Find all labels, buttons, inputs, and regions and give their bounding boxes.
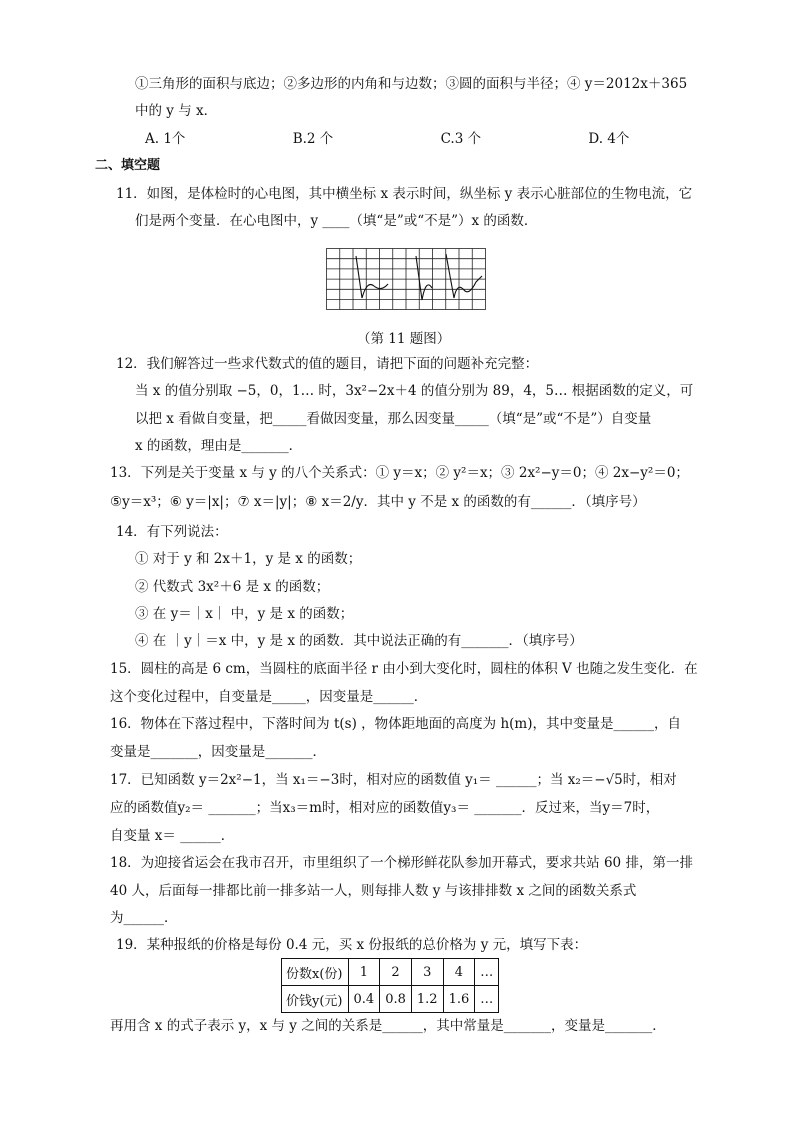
table-cell: 0.4 <box>348 986 380 1013</box>
table-cell: 1 <box>348 959 380 986</box>
q12-line-4: x 的函数，理由是_______． <box>135 438 303 454</box>
table-cell: 1.2 <box>411 986 443 1013</box>
q11-line-1: 11．如图，是体检时的心电图，其中横坐标 x 表示时间，纵坐标 y 表示心脏部位的生物电流，它 <box>116 186 693 202</box>
ecg-figure <box>326 248 486 310</box>
q10-line-2: 中的 y 与 x． <box>135 103 218 119</box>
table-cell: 3 <box>411 959 443 986</box>
q10-options-line: ①三角形的面积与底边；②多边形的内角和与边数；③圆的面积与半径；④ y＝2012x＋365 <box>135 76 688 92</box>
q18-line-2: 40 人，后面每一排都比前一排多站一人，则每排人数 y 与该排排数 x 之间的函数关系式 <box>110 883 637 899</box>
table-cell: 2 <box>380 959 412 986</box>
table-cell: 价钱y(元) <box>282 986 349 1013</box>
q13-line-1: 13．下列是关于变量 x 与 y 的八个关系式：① y＝x；② y²＝x；③ 2x²−y＝0；④ 2x−y²＝0； <box>110 465 689 481</box>
table-cell: 4 <box>443 959 475 986</box>
q18-line-1: 18．为迎接省运会在我市召开，市里组织了一个梯形鲜花队参加开幕式，要求共站 60 排，第一排 <box>110 855 693 871</box>
table-row <box>282 986 499 1013</box>
q14-item-1: ① 对于 y 和 2x＋1，y 是 x 的函数； <box>135 551 362 567</box>
figure-caption: （第 11 题图） <box>357 331 451 347</box>
q11-line-2: 们是两个变量．在心电图中，y ____（填“是”或“不是”）x 的函数． <box>135 213 538 229</box>
q17-line-3: 自变量 x＝ ______． <box>110 828 235 844</box>
table-cell: … <box>475 959 499 986</box>
q14-line-1: 14．有下列说法： <box>116 524 228 540</box>
q17-line-2: 应的函数值y₂＝ _______；当x₃＝m时，相对应的函数值y₃＝ _______．反过来，当y＝7时， <box>110 800 660 816</box>
q10-choices: A. 1个 B.2 个 C.3 个 D. 4个 <box>145 131 630 147</box>
table-row <box>282 959 499 986</box>
q12-line-3: 以把 x 看做自变量，把_____看做因变量，那么因变量_____（填“是”或“不是”）自变量 <box>135 411 652 427</box>
q14-item-2: ② 代数式 3x²＋6 是 x 的函数； <box>135 579 330 595</box>
table-cell: 份数x(份) <box>282 959 349 986</box>
q12-line-1: 12．我们解答过一些求代数式的值的题目，请把下面的问题补充完整： <box>116 356 539 372</box>
q16-line-1: 16．物体在下落过程中，下落时间为 t(s) ，物体距地面的高度为 h(m)，其中变量是______，自 <box>110 716 681 732</box>
q15-line-1: 15．圆柱的高是 6 cm，当圆柱的底面半径 r 由小到大变化时，圆柱的体积 V 也随之发生变化．在 <box>110 661 698 677</box>
q14-item-3: ③ 在 y＝｜x｜ 中，y 是 x 的函数； <box>135 606 354 622</box>
q19-line-2: 再用含 x 的式子表示 y，x 与 y 之间的关系是______，其中常量是_______，变量是_______． <box>110 1018 666 1034</box>
table-cell: … <box>475 986 499 1013</box>
q16-line-2: 变量是_______，因变量是_______． <box>110 744 326 760</box>
section-heading-fill-in: 二、填空题 <box>95 158 161 173</box>
table-cell: 0.8 <box>380 986 412 1013</box>
q15-line-2: 这个变化过程中，自变量是_____，因变量是______． <box>110 689 428 705</box>
price-table <box>281 958 499 1013</box>
q12-line-2: 当 x 的值分别取 −5，0，1… 时，3x²−2x＋4 的值分别为 89，4，5… 根据函数的定义，可 <box>135 383 694 399</box>
q18-line-3: 为______． <box>110 910 178 926</box>
q14-item-4: ④ 在 ｜y｜＝x 中，y 是 x 的函数．其中说法正确的有_______．（填序号） <box>135 633 583 649</box>
q13-line-2: ⑤y＝x³；⑥ y＝|x|；⑦ x＝|y|；⑧ x＝2/y．其中 y 不是 x 的函数的有______．（填序号） <box>110 494 646 510</box>
table-cell: 1.6 <box>443 986 475 1013</box>
q19-line-1: 19．某种报纸的价格是每份 0.4 元，买 x 份报纸的总价格为 y 元，填写下表： <box>116 937 588 953</box>
q17-line-1: 17．已知函数 y＝2x²−1，当 x₁＝−3时，相对应的函数值 y₁＝ ______；当 x₂＝−√5时，相对 <box>110 772 677 788</box>
